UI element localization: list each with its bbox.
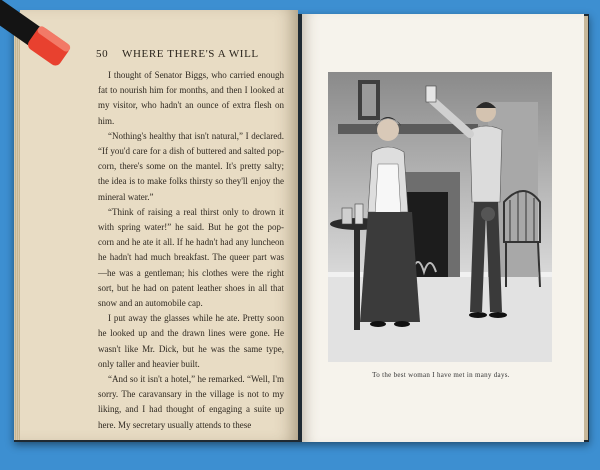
body-text [98, 68, 284, 433]
illustration-caption: To the best woman I have met in many days. [372, 371, 510, 379]
paragraph: I put away the glasses while he ate. Pretty soon he looked up and the drawn lines were gone. He wasn't like Mr. Dick, but he was the same type, only taller and heavier built. [98, 313, 284, 369]
paragraph: “Think of raising a real thirst only to drown it with spring water!” he said. But he got the pop-corn and he ate it all. If he hadn't had any luncheon he hadn't had much breakfast. The queer part was—he was a gentleman; his clothes were the right sort, but he had on patent leather shoes in all that snow and an automobile cap. [98, 206, 284, 309]
paragraph: “Nothing's healthy that isn't natural,” I declared. “If you'd care for a dish of buttered and salted pop-corn, there's some on the mantel. It's pretty salty; the idea is to make folks thirsty so they'll enjoy the mineral water.” [98, 130, 284, 202]
illustration [328, 72, 552, 362]
paragraph: I thought of Senator Biggs, who carried enough fat to nourish him for months, and then I looked at my visitor, who hadn't an ounce of extra flesh on him. [98, 70, 284, 126]
right-page-edge [584, 16, 588, 440]
running-title: WHERE THERE'S A WILL [122, 48, 259, 60]
page-number: 50 [96, 48, 109, 60]
paragraph: “And so it isn't a hotel,” he remarked. “Well, I'm sorry. The caravansary in the village is not to my liking, and I had thought of engaging a suite up here. My secretary usually attends to these [98, 374, 284, 430]
